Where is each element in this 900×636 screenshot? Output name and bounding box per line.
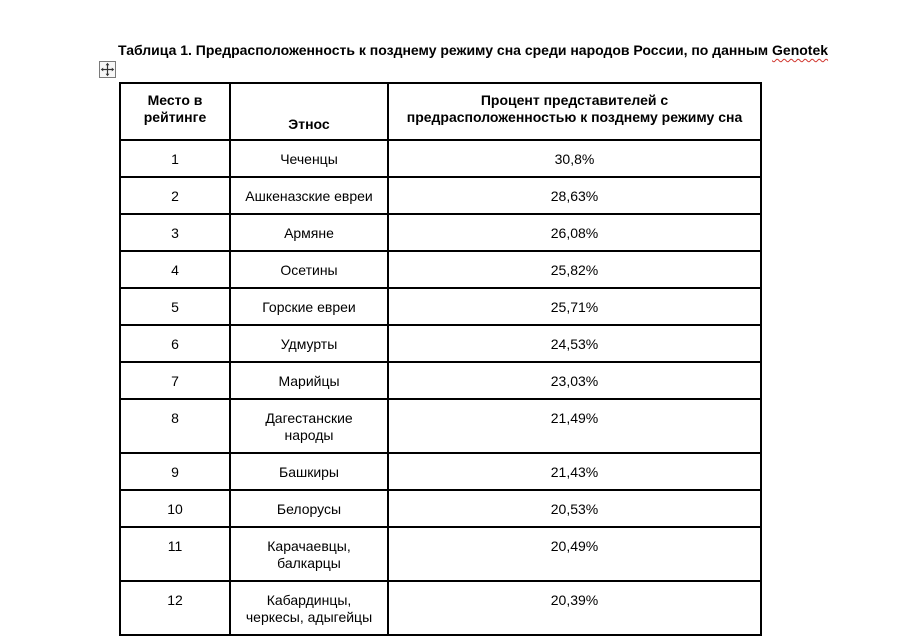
caption-text: Таблица 1. Предрасположенность к позднему режиму сна среди народов России, по данным [118, 42, 773, 58]
cell-rank[interactable]: 6 [120, 325, 230, 362]
cell-percent[interactable]: 20,53% [388, 490, 761, 527]
table-row [120, 581, 761, 635]
cell-ethnos[interactable]: Башкиры [230, 453, 388, 490]
cell-rank[interactable]: 8 [120, 399, 230, 453]
cell-rank[interactable]: 9 [120, 453, 230, 490]
table-row [120, 453, 761, 490]
cell-percent[interactable]: 24,53% [388, 325, 761, 362]
cell-percent[interactable]: 20,49% [388, 527, 761, 581]
table-row [120, 251, 761, 288]
cell-ethnos[interactable] [230, 399, 388, 453]
cell-rank[interactable]: 7 [120, 362, 230, 399]
table-header-row [120, 83, 761, 140]
table-row [120, 325, 761, 362]
cell-ethnos[interactable]: Армяне [230, 214, 388, 251]
caption-source-misspelled-word[interactable]: Genotek [772, 42, 829, 58]
cell-ethnos-text: Дагестанские народы [265, 410, 353, 443]
cell-rank[interactable]: 5 [120, 288, 230, 325]
cell-percent[interactable]: 25,82% [388, 251, 761, 288]
cell-ethnos-text: Кабардинцы, черкесы, адыгейцы [245, 592, 373, 625]
cell-ethnos[interactable]: Белорусы [230, 490, 388, 527]
cell-percent[interactable]: 23,03% [388, 362, 761, 399]
cell-ethnos[interactable]: Марийцы [230, 362, 388, 399]
table-row [120, 527, 761, 581]
table-row [120, 140, 761, 177]
header-rank[interactable] [120, 83, 230, 140]
table-caption [118, 42, 888, 59]
cell-rank[interactable]: 12 [120, 581, 230, 635]
sleep-preference-table [119, 82, 762, 636]
cell-rank[interactable]: 2 [120, 177, 230, 214]
cell-percent[interactable]: 20,39% [388, 581, 761, 635]
header-percent[interactable] [388, 83, 761, 140]
cell-ethnos[interactable] [230, 527, 388, 581]
table-row [120, 490, 761, 527]
cell-ethnos[interactable]: Горские евреи [230, 288, 388, 325]
cell-ethnos[interactable]: Чеченцы [230, 140, 388, 177]
table-row [120, 214, 761, 251]
cell-ethnos[interactable] [230, 581, 388, 635]
cell-percent[interactable]: 25,71% [388, 288, 761, 325]
cell-rank[interactable]: 1 [120, 140, 230, 177]
header-rank-label: Место в рейтинге [143, 92, 207, 125]
cell-ethnos[interactable]: Осетины [230, 251, 388, 288]
table-move-handle-icon[interactable] [99, 61, 116, 78]
cell-ethnos-text: Карачаевцы, балкарцы [267, 538, 351, 571]
cell-rank[interactable]: 4 [120, 251, 230, 288]
header-ethnos-label: Этнос [288, 116, 330, 132]
cell-percent[interactable]: 30,8% [388, 140, 761, 177]
cell-percent[interactable]: 21,43% [388, 453, 761, 490]
table-row [120, 362, 761, 399]
cell-percent[interactable]: 28,63% [388, 177, 761, 214]
cell-ethnos[interactable]: Ашкеназские евреи [230, 177, 388, 214]
header-percent-label: Процент представителей с предрасположенностью к позднему режиму сна [406, 92, 743, 125]
cell-ethnos[interactable]: Удмурты [230, 325, 388, 362]
cell-rank[interactable]: 3 [120, 214, 230, 251]
header-ethnos[interactable] [230, 83, 388, 140]
table-row [120, 288, 761, 325]
cell-rank[interactable]: 11 [120, 527, 230, 581]
cell-percent[interactable]: 21,49% [388, 399, 761, 453]
cell-percent[interactable]: 26,08% [388, 214, 761, 251]
cell-rank[interactable]: 10 [120, 490, 230, 527]
table-row [120, 399, 761, 453]
table-row [120, 177, 761, 214]
table-body [120, 140, 761, 635]
